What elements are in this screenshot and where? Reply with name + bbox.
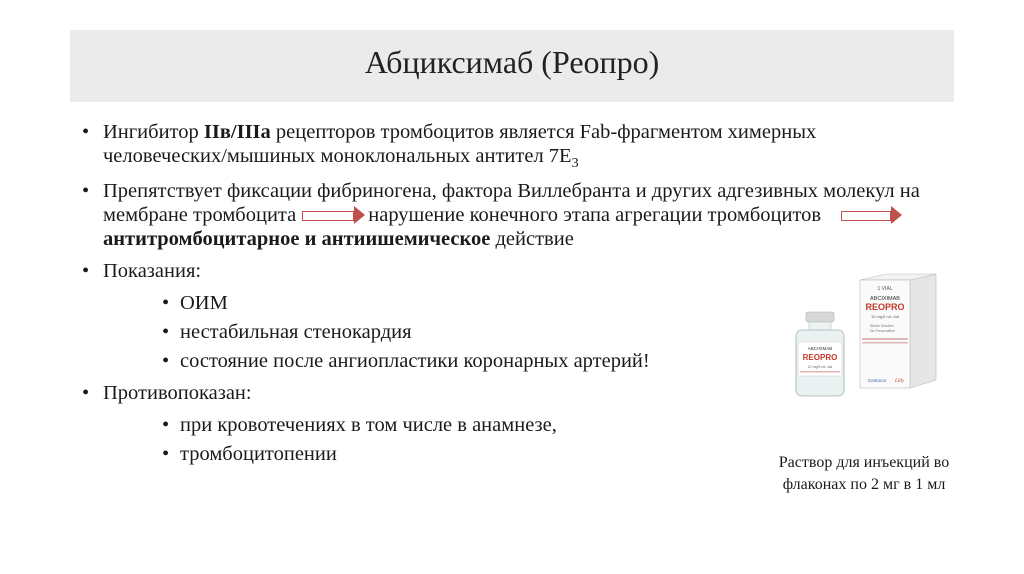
product-caption: Раствор для инъекций во флаконах по 2 мг в 1 мл [778,454,950,493]
bullet-mechanism [82,120,942,171]
right-arrow-icon [302,211,354,221]
product-vial [796,312,844,396]
title-band [70,30,954,102]
box-concentration: 10 mg/5 mL vial [870,314,900,319]
box-top-label: 1 VIAL [877,286,893,292]
indications-label: Показания: [103,260,202,282]
bullet-dot: • [82,260,90,282]
product-box [860,274,936,388]
contraindication-text: при кровотечениях в том числе в анамнезе, [180,414,557,436]
box-name-2: REOPRO [865,302,905,312]
product-image [790,270,950,400]
vial-name-2: REOPRO [802,353,838,362]
bullet-dot: • [162,321,170,343]
bullet-dot: • [162,350,170,372]
bullet-dot: • [162,443,170,465]
contraindications-label: Противопоказан: [103,382,252,404]
bullet-dot: • [82,382,90,404]
box-lilly: Lilly [895,379,905,384]
box-brand: Centocor [868,378,887,383]
bullet-mechanism-text-2: рецепторов тромбоцитов является Fab-фрагментом химерных человеческих/мышиных моноклональных антител 7E [103,121,817,167]
slide-title: Абциксимаб (Реопро) [364,44,660,80]
effect-highlight: антитромбоцитарное и антиишемическое [103,228,491,250]
bullet-dot: • [82,180,90,202]
contraindication-text: тромбоцитопении [180,443,337,465]
bullet-dot: • [162,414,170,436]
bullet-effect-text-3: действие [490,228,574,250]
bullet-dot: • [162,292,170,314]
bullet-mechanism-text: Ингибитор [103,121,204,143]
indication-text: нестабильная стенокардия [180,321,412,343]
bullet-effect-text-2: нарушение конечного этапа агрегации тромбоцитов [368,204,822,226]
bullet-dot: • [82,121,90,143]
box-line-1: Sterile Solution [870,324,894,328]
right-arrow-icon [841,211,891,221]
vial-name-1: ABCIXIMAB [807,346,833,351]
vial-concentration: 10 mg/5 mL vial [807,365,833,369]
indication-text: ОИМ [180,292,228,314]
box-line-2: No Preservative [870,329,895,333]
receptor-name: IIв/IIIа [203,121,271,143]
indication-text: состояние после ангиопластики коронарных артерий! [180,350,650,372]
bullet-effect-text: Препятствует фиксации фибриногена, фактора Виллебранта и других адгезивных молекул на мембране тромбоцита [103,180,920,226]
bullet-effect [82,179,942,251]
contraindication-item [82,413,942,437]
subscript-3: 3 [571,156,579,171]
box-name-1: ABCIXIMAB [870,296,900,302]
